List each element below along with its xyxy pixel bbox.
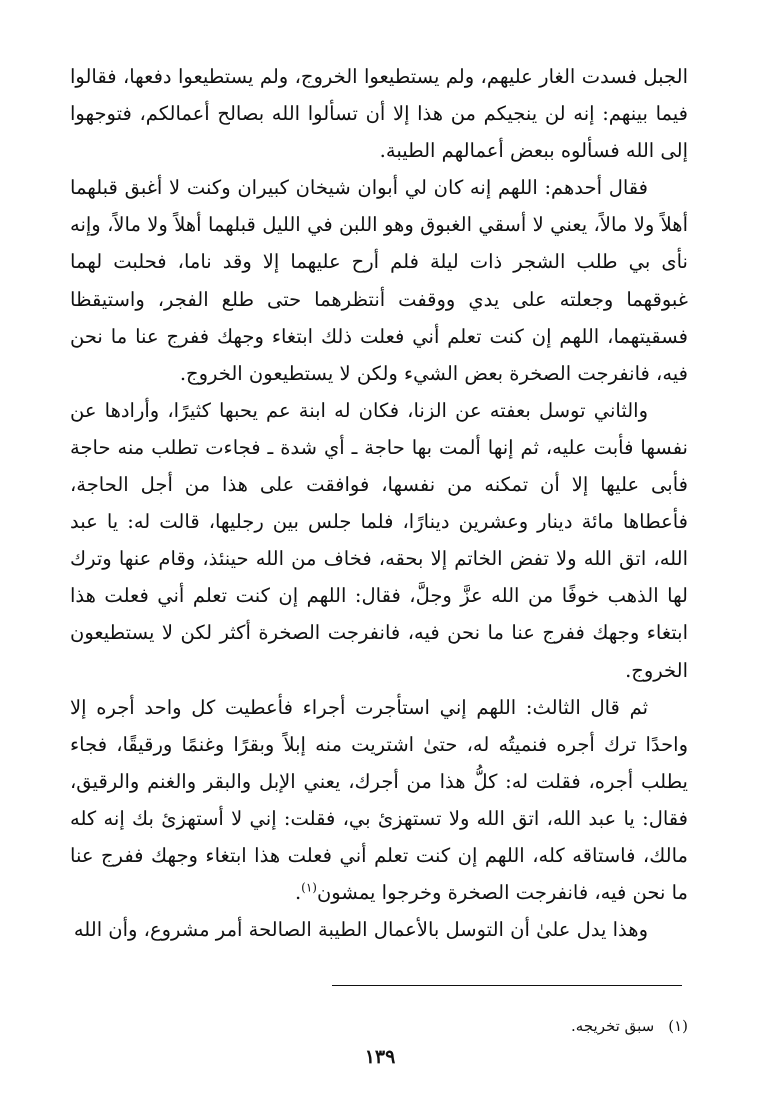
paragraph-2: فقال أحدهم: اللهم إنه كان لي أبوان شيخان كبيران وكنت لا أغبق قبلهما أهلاً ولا مالاً، يعني لا أسقي الغبوق وهو اللبن في الليل قبلهما أهلاً ولا مالاً، وإنه نأى بي طلب الشجر ذات ليلة فلم أرح عليهما إلا وقد ناما، فحلبت لهما غبوقهما وجعلته على يدي ووقفت أنتظرهما حتى طلع الفجر، واستيقظا فسقيتهما، اللهم إن كنت تعلم أني فعلت ذلك ابتغاء وجهك ففرج عنا ما نحن فيه، فانفرجت الصخرة بعض الشيء ولكن لا يستطيعون الخروج. xyxy=(70,176,688,385)
page-body xyxy=(70,58,688,948)
paragraph-4-end-period: . xyxy=(294,881,302,905)
paragraph-4-text: ثم قال الثالث: اللهم إني استأجرت أجراء فأعطيت كل واحد أجره إلا واحدًا ترك أجره فنميتُه له، حتىٰ اشتريت منه إبلاً وبقرًا وغنمًا ورقيقًا، فجاء يطلب أجره، فقلت له: كلُّ هذا من أجرك، يعني الإبل والبقر والغنم والرقيق، فقال: يا عبد الله، اتق الله ولا تستهزئ بي، فقلت: إني لا أستهزئ بك إنه كله مالك، فاستاقه كله، اللهم إن كنت تعلم أني فعلت هذا ابتغاء وجهك ففرج عنا ما نحن فيه، فانفرجت الصخرة وخرجوا يمشون xyxy=(70,695,688,905)
footnote-number: (١) xyxy=(668,1017,688,1035)
footnote-reference[interactable]: (١) xyxy=(301,880,317,895)
main-text xyxy=(70,58,688,948)
footnote xyxy=(571,1016,688,1036)
paragraph-4 xyxy=(70,689,688,912)
footnote-text: سبق تخريجه. xyxy=(571,1017,655,1035)
paragraph-3: والثاني توسل بعفته عن الزنا، فكان له ابنة عم يحبها كثيرًا، وأرادها عن نفسها فأبت عليه، ثم إنها ألمت بها حاجة ـ أي شدة ـ فجاءت تطلب منه حاجة فأبى عليها إلا أن تمكنه من نفسها، فوافقت على هذا من أجل الحاجة، فأعطاها مائة دينار وعشرين دينارًا، فلما جلس بين رجليها، قالت له: يا عبد الله، اتق الله ولا تفض الخاتم إلا بحقه، فخاف من الله حينئذ، وقام عنها وترك لها الذهب خوفًا من الله عزَّ وجلَّ، فقال: اللهم إن كنت تعلم أني فعلت هذا ابتغاء وجهك ففرج عنا ما نحن فيه، فانفرجت الصخرة أكثر لكن لا يستطيعون الخروج. xyxy=(70,398,688,682)
footnote-separator xyxy=(332,985,682,986)
page-number: ١٣٩ xyxy=(364,1046,396,1068)
paragraph-5: وهذا يدل علىٰ أن التوسل بالأعمال الطيبة الصالحة أمر مشروع، وأن الله xyxy=(73,918,648,942)
paragraph-1: الجبل فسدت الغار عليهم، ولم يستطيعوا الخروج، ولم يستطيعوا دفعها، فقالوا فيما بينهم: إنه لن ينجيكم من هذا إلا أن تسألوا الله بصالح أعمالكم، فتوجهوا إلى الله فسألوه ببعض أعمالهم الطيبة. xyxy=(70,65,688,163)
